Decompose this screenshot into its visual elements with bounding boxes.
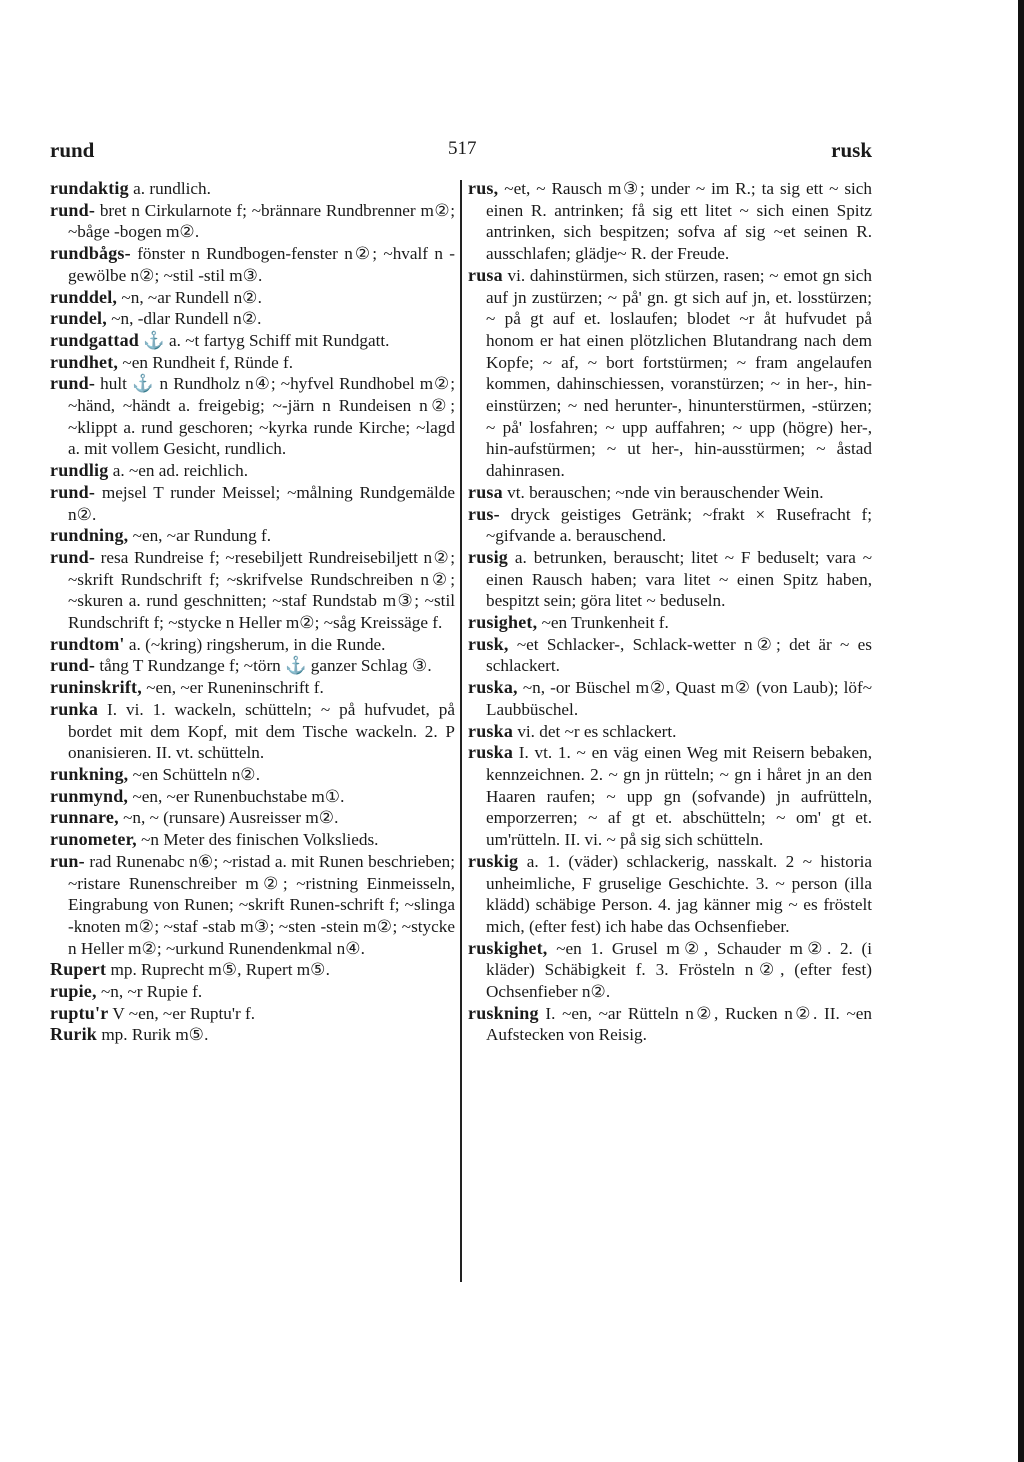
headword: ruska, bbox=[468, 677, 518, 698]
guide-word-right: rusk bbox=[831, 138, 872, 162]
definition: ~n, -dlar Rundell n②. bbox=[111, 309, 262, 329]
definition: fönster n Rundbogen-fenster n②; ~hvalf n -gewölbe n②; ~stil -stil m③. bbox=[68, 244, 456, 285]
dictionary-entry bbox=[50, 482, 455, 525]
dictionary-entry bbox=[50, 786, 455, 808]
definition: dryck geistiges Getränk; ~frakt × Rusefracht f; ~gifvande a. berauschend. bbox=[486, 504, 873, 546]
definition: I. vt. 1. ~ en väg einen Weg mit Reisern bebaken, kennzeichnen. 2. ~ gn jn rütteln; ~ gn i håret jn an den Haaren raufen; ~ upp gn (sofvande) jn aufrütteln, emporzerren; ~ af gt et. abschütteln; ~ om' gt et. um'rütteln. II. vi. ~ på sig sich schütteln. bbox=[486, 743, 873, 850]
headword: rundgattad bbox=[50, 329, 140, 350]
headword: rundning, bbox=[50, 525, 129, 546]
definition: ~en, ~er Runenbuchstabe m①. bbox=[132, 786, 345, 806]
headword: rundhet, bbox=[50, 351, 119, 372]
headword: rund- bbox=[50, 481, 96, 502]
definition: ~n, -or Büschel m②, Quast m② (von Laub); löf~ Laubbüschel. bbox=[486, 678, 872, 719]
dictionary-entry bbox=[468, 634, 872, 677]
definition: ~en Schütteln n②. bbox=[132, 764, 260, 784]
dictionary-entry bbox=[50, 677, 455, 699]
headword: ruskighet, bbox=[468, 937, 548, 958]
definition: a. (~kring) ringsherum, in die Runde. bbox=[128, 634, 386, 654]
dictionary-entry bbox=[50, 200, 455, 243]
dictionary-entry bbox=[50, 829, 455, 851]
dictionary-entry bbox=[468, 612, 872, 634]
headword: rund- bbox=[50, 373, 96, 394]
definition: a. betrunken, berauscht; litet ~ F beduselt; vara ~ einen Rausch haben; vara litet ~ einen Spitz haben, bespitzt sein; göra litet ~ beduseln. bbox=[486, 547, 873, 611]
headword: runinskrift, bbox=[50, 677, 142, 698]
definition: ~n Meter des finischen Volkslieds. bbox=[141, 830, 379, 850]
definition: ~en, ~ar Rundung f. bbox=[132, 526, 272, 546]
dictionary-entry bbox=[50, 699, 455, 764]
definition: a. rundlich. bbox=[133, 179, 211, 198]
dictionary-entry bbox=[50, 308, 455, 330]
headword: ruska bbox=[468, 720, 514, 741]
headword: runkning, bbox=[50, 763, 129, 784]
definition: ~en Rundheit f, Ründe f. bbox=[122, 352, 294, 372]
definition: V ~en, ~er Ruptu'r f. bbox=[112, 1003, 256, 1023]
definition: resa Rundreise f; ~resebiljett Rundreisebiljett n②; ~skrift Rundschrift f; ~skrifvelse Rundschreiben n②; ~skuren a. rund geschnitten; ~staf Rundstab m③; ~stil Rundschrift f; ~stycke n Heller m②; ~såg Kreissäge f. bbox=[68, 547, 455, 633]
definition: vi. dahinstürmen, sich stürzen, rasen; ~ emot gn sich auf jn zustürzen; ~ på' gn. gt sich auf jn, et. losstürzen; ~ på gt auf et. loslaufen; blodet ~r åt hufvudet på honom er hat einen plötzlichen Blutandrang nach dem Kopfe; ~ af, ~ bort fortstürmen; ~ fram angelaufen kommen, dahinschiessen, voranstürzen; ~ in her-, hin-einstürzen; ~ ned herunter-, hinunterstürmen, -stürzen; ~ på' losfahren; ~ upp auffahren; ~ upp (högre) her-, hin-aufstürmen; ~ ut her-, hin-ausstürmen; ~ åstad dahinrasen. bbox=[486, 265, 872, 481]
headword: rundbågs- bbox=[50, 243, 131, 264]
definition: ~en, ~er Runeninschrift f. bbox=[146, 678, 324, 698]
dictionary-entry bbox=[50, 287, 455, 309]
definition: vt. berauschen; ~nde vin berauschender Wein. bbox=[507, 482, 824, 502]
scan-border bbox=[1018, 0, 1024, 1462]
dictionary-entry bbox=[50, 634, 455, 656]
headword: rus- bbox=[468, 503, 500, 524]
guide-word-left: rund bbox=[50, 138, 95, 162]
headword: rupie, bbox=[50, 981, 97, 1002]
dictionary-entry bbox=[50, 981, 455, 1003]
dictionary-entry bbox=[50, 1003, 455, 1025]
page-number: 517 bbox=[448, 138, 477, 159]
definition: tång T Rundzange f; ~törn ⚓ ganzer Schlag ③. bbox=[99, 656, 432, 676]
definition: ~n, ~ (runsare) Ausreisser m②. bbox=[123, 808, 339, 828]
dictionary-entry bbox=[50, 330, 455, 352]
definition: a. ~en ad. reichlich. bbox=[112, 461, 249, 481]
headword: rundel, bbox=[50, 308, 107, 329]
definition: I. ~en, ~ar Rütteln n②, Rucken n②. II. ~en Aufstecken von Reisig. bbox=[486, 1003, 872, 1045]
definition: bret n Cirkularnote f; ~brännare Rundbrenner m②; ~båge -bogen m②. bbox=[68, 200, 456, 242]
dictionary-entry bbox=[50, 178, 455, 200]
definition: hult ⚓ n Rundholz n④; ~hyfvel Rundhobel m②; ~händ, ~händt a. freigebig; ~-järn n Rundeisen n②; ~klippt a. rund geschoren; ~kyrka runde Kirche; ~lagd a. mit vollem Gesicht, rundlich. bbox=[68, 374, 455, 459]
dictionary-entry bbox=[50, 460, 455, 482]
definition: a. 1. (väder) schlackerig, nasskalt. 2 ~ historia unheimliche, F gruselige Geschichte. 3. ~ person (illa klädd) schäbige Person. 4. jag känner mig ~ es fröstelt mich, (efter fest) ich habe das Ochsenfieber. bbox=[486, 851, 873, 936]
definition: vi. det ~r es schlackert. bbox=[517, 721, 677, 741]
dictionary-entry bbox=[468, 851, 872, 938]
headword: rund- bbox=[50, 655, 96, 676]
definition: ~et Schlacker-, Schlack-wetter n②; det är ~ es schlackert. bbox=[486, 634, 872, 676]
dictionary-entry bbox=[468, 1003, 872, 1046]
headword: ruskig bbox=[468, 850, 519, 871]
definition: ~n, ~ar Rundell n②. bbox=[121, 287, 262, 307]
dictionary-entry bbox=[50, 655, 455, 677]
headword: rund- bbox=[50, 546, 96, 567]
dictionary-entry bbox=[50, 352, 455, 374]
headword: rund- bbox=[50, 199, 96, 220]
dictionary-entry bbox=[50, 959, 455, 981]
dictionary-entry bbox=[50, 373, 455, 460]
right-column bbox=[468, 178, 872, 1046]
column-divider bbox=[460, 180, 462, 1282]
headword: runnare, bbox=[50, 807, 119, 828]
dictionary-entry bbox=[468, 547, 872, 612]
dictionary-entry bbox=[50, 807, 455, 829]
headword: ruptu'r bbox=[50, 1002, 109, 1023]
headword: Rupert bbox=[50, 959, 107, 980]
definition: I. vi. 1. wackeln, schütteln; ~ på hufvudet, på bordet mit dem Kopf, mit dem Tische wackeln. 2. P onanisieren. II. vt. schütteln. bbox=[68, 699, 455, 763]
dictionary-entry bbox=[50, 547, 455, 634]
headword: rusig bbox=[468, 546, 509, 567]
headword: ruska bbox=[468, 742, 514, 763]
headword: rusighet, bbox=[468, 612, 538, 633]
dictionary-entry bbox=[468, 721, 872, 743]
headword: rundtom' bbox=[50, 633, 125, 654]
definition: ~en Trunkenheit f. bbox=[541, 613, 669, 633]
definition: mp. Ruprecht m⑤, Rupert m⑤. bbox=[110, 960, 330, 980]
definition: mejsel T runder Meissel; ~målning Rundgemälde n②. bbox=[68, 482, 455, 524]
headword: runmynd, bbox=[50, 785, 129, 806]
headword: rus, bbox=[468, 178, 499, 198]
definition: ~en 1. Grusel m②, Schauder m②. 2. (i kläder) Schäbigkeit f. 3. Frösteln n②, (efter fest) Ochsenfieber n②. bbox=[486, 938, 872, 1002]
dictionary-entry bbox=[468, 482, 872, 504]
dictionary-entry bbox=[50, 243, 455, 286]
dictionary-entry bbox=[468, 178, 872, 265]
dictionary-entry bbox=[468, 265, 872, 482]
definition: ~et, ~ Rausch m③; under ~ im R.; ta sig ett ~ sich einen R. antrinken; få sig ett litet ~ sich einen Spitz antrinken, sich bespitzen; sofva af sig ~et seinen R. ausschlafen; glädje~ R. der Freude. bbox=[486, 179, 873, 264]
dictionary-entry bbox=[50, 764, 455, 786]
definition: ~n, ~r Rupie f. bbox=[101, 982, 203, 1002]
running-head bbox=[50, 138, 872, 172]
definition: rad Runenabc n⑥; ~ristad a. mit Runen beschrieben; ~ristare Runenschreiber m②; ~ristning Einmeisseln, Eingrabung von Runen; ~skrift Runen-schrift f; ~slinga -knoten m②; ~staf -stab m③; ~sten -stein m②; ~stycke n Heller m②; ~urkund Runendenkmal n④. bbox=[68, 851, 455, 958]
headword: ruskning bbox=[468, 1002, 539, 1023]
dictionary-entry bbox=[50, 851, 455, 960]
headword: rusa bbox=[468, 264, 503, 285]
dictionary-entry bbox=[468, 677, 872, 720]
headword: runka bbox=[50, 698, 99, 719]
definition: ⚓ a. ~t fartyg Schiff mit Rundgatt. bbox=[143, 330, 390, 350]
left-column bbox=[50, 178, 455, 1046]
dictionary-entry bbox=[468, 742, 872, 851]
headword: rundlig bbox=[50, 460, 109, 481]
definition: mp. Rurik m⑤. bbox=[101, 1025, 209, 1045]
headword: Rurik bbox=[50, 1024, 98, 1045]
headword: runddel, bbox=[50, 286, 118, 307]
headword: run- bbox=[50, 850, 85, 871]
dictionary-entry bbox=[50, 525, 455, 547]
dictionary-entry bbox=[468, 504, 872, 547]
headword: rusa bbox=[468, 481, 503, 502]
headword: runometer, bbox=[50, 829, 137, 850]
headword: rundaktig bbox=[50, 178, 129, 198]
headword: rusk, bbox=[468, 633, 509, 654]
dictionary-entry bbox=[468, 938, 872, 1003]
dictionary-entry bbox=[50, 1024, 455, 1046]
